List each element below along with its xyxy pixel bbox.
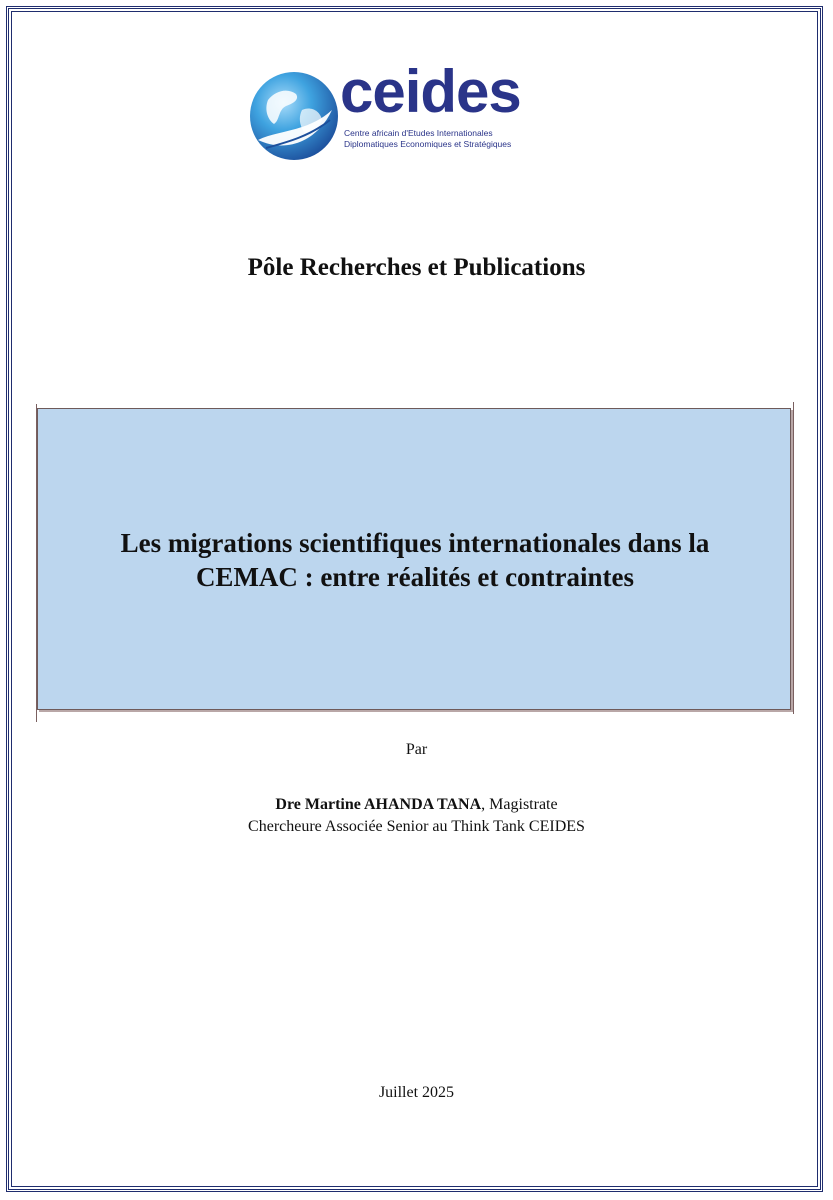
pole-title: Pôle Recherches et Publications (247, 254, 586, 281)
author-affiliation: Chercheure Associée Senior au Think Tank CEIDES (248, 818, 585, 835)
document-title-line1: Les migrations scientifiques internationales dans la (120, 528, 710, 558)
author-line (0, 796, 833, 814)
title-box-edge-right (793, 402, 794, 714)
by-label: Par (405, 741, 428, 758)
logo-tagline-line1: Centre africain d'Etudes Internationales (344, 128, 493, 138)
author-role: , Magistrate (481, 796, 558, 813)
document-title-line2: CEMAC : entre réalités et contraintes (195, 562, 635, 592)
document-title (60, 526, 770, 594)
globe-icon (248, 70, 340, 162)
author-name: Dre Martine AHANDA TANA (275, 796, 482, 813)
logo-tagline-line2: Diplomatiques Economiques et Stratégiques (344, 139, 512, 149)
logo-wordmark: ceides (340, 58, 521, 125)
publication-date: Juillet 2025 (378, 1084, 455, 1101)
ceides-logo (248, 58, 568, 164)
